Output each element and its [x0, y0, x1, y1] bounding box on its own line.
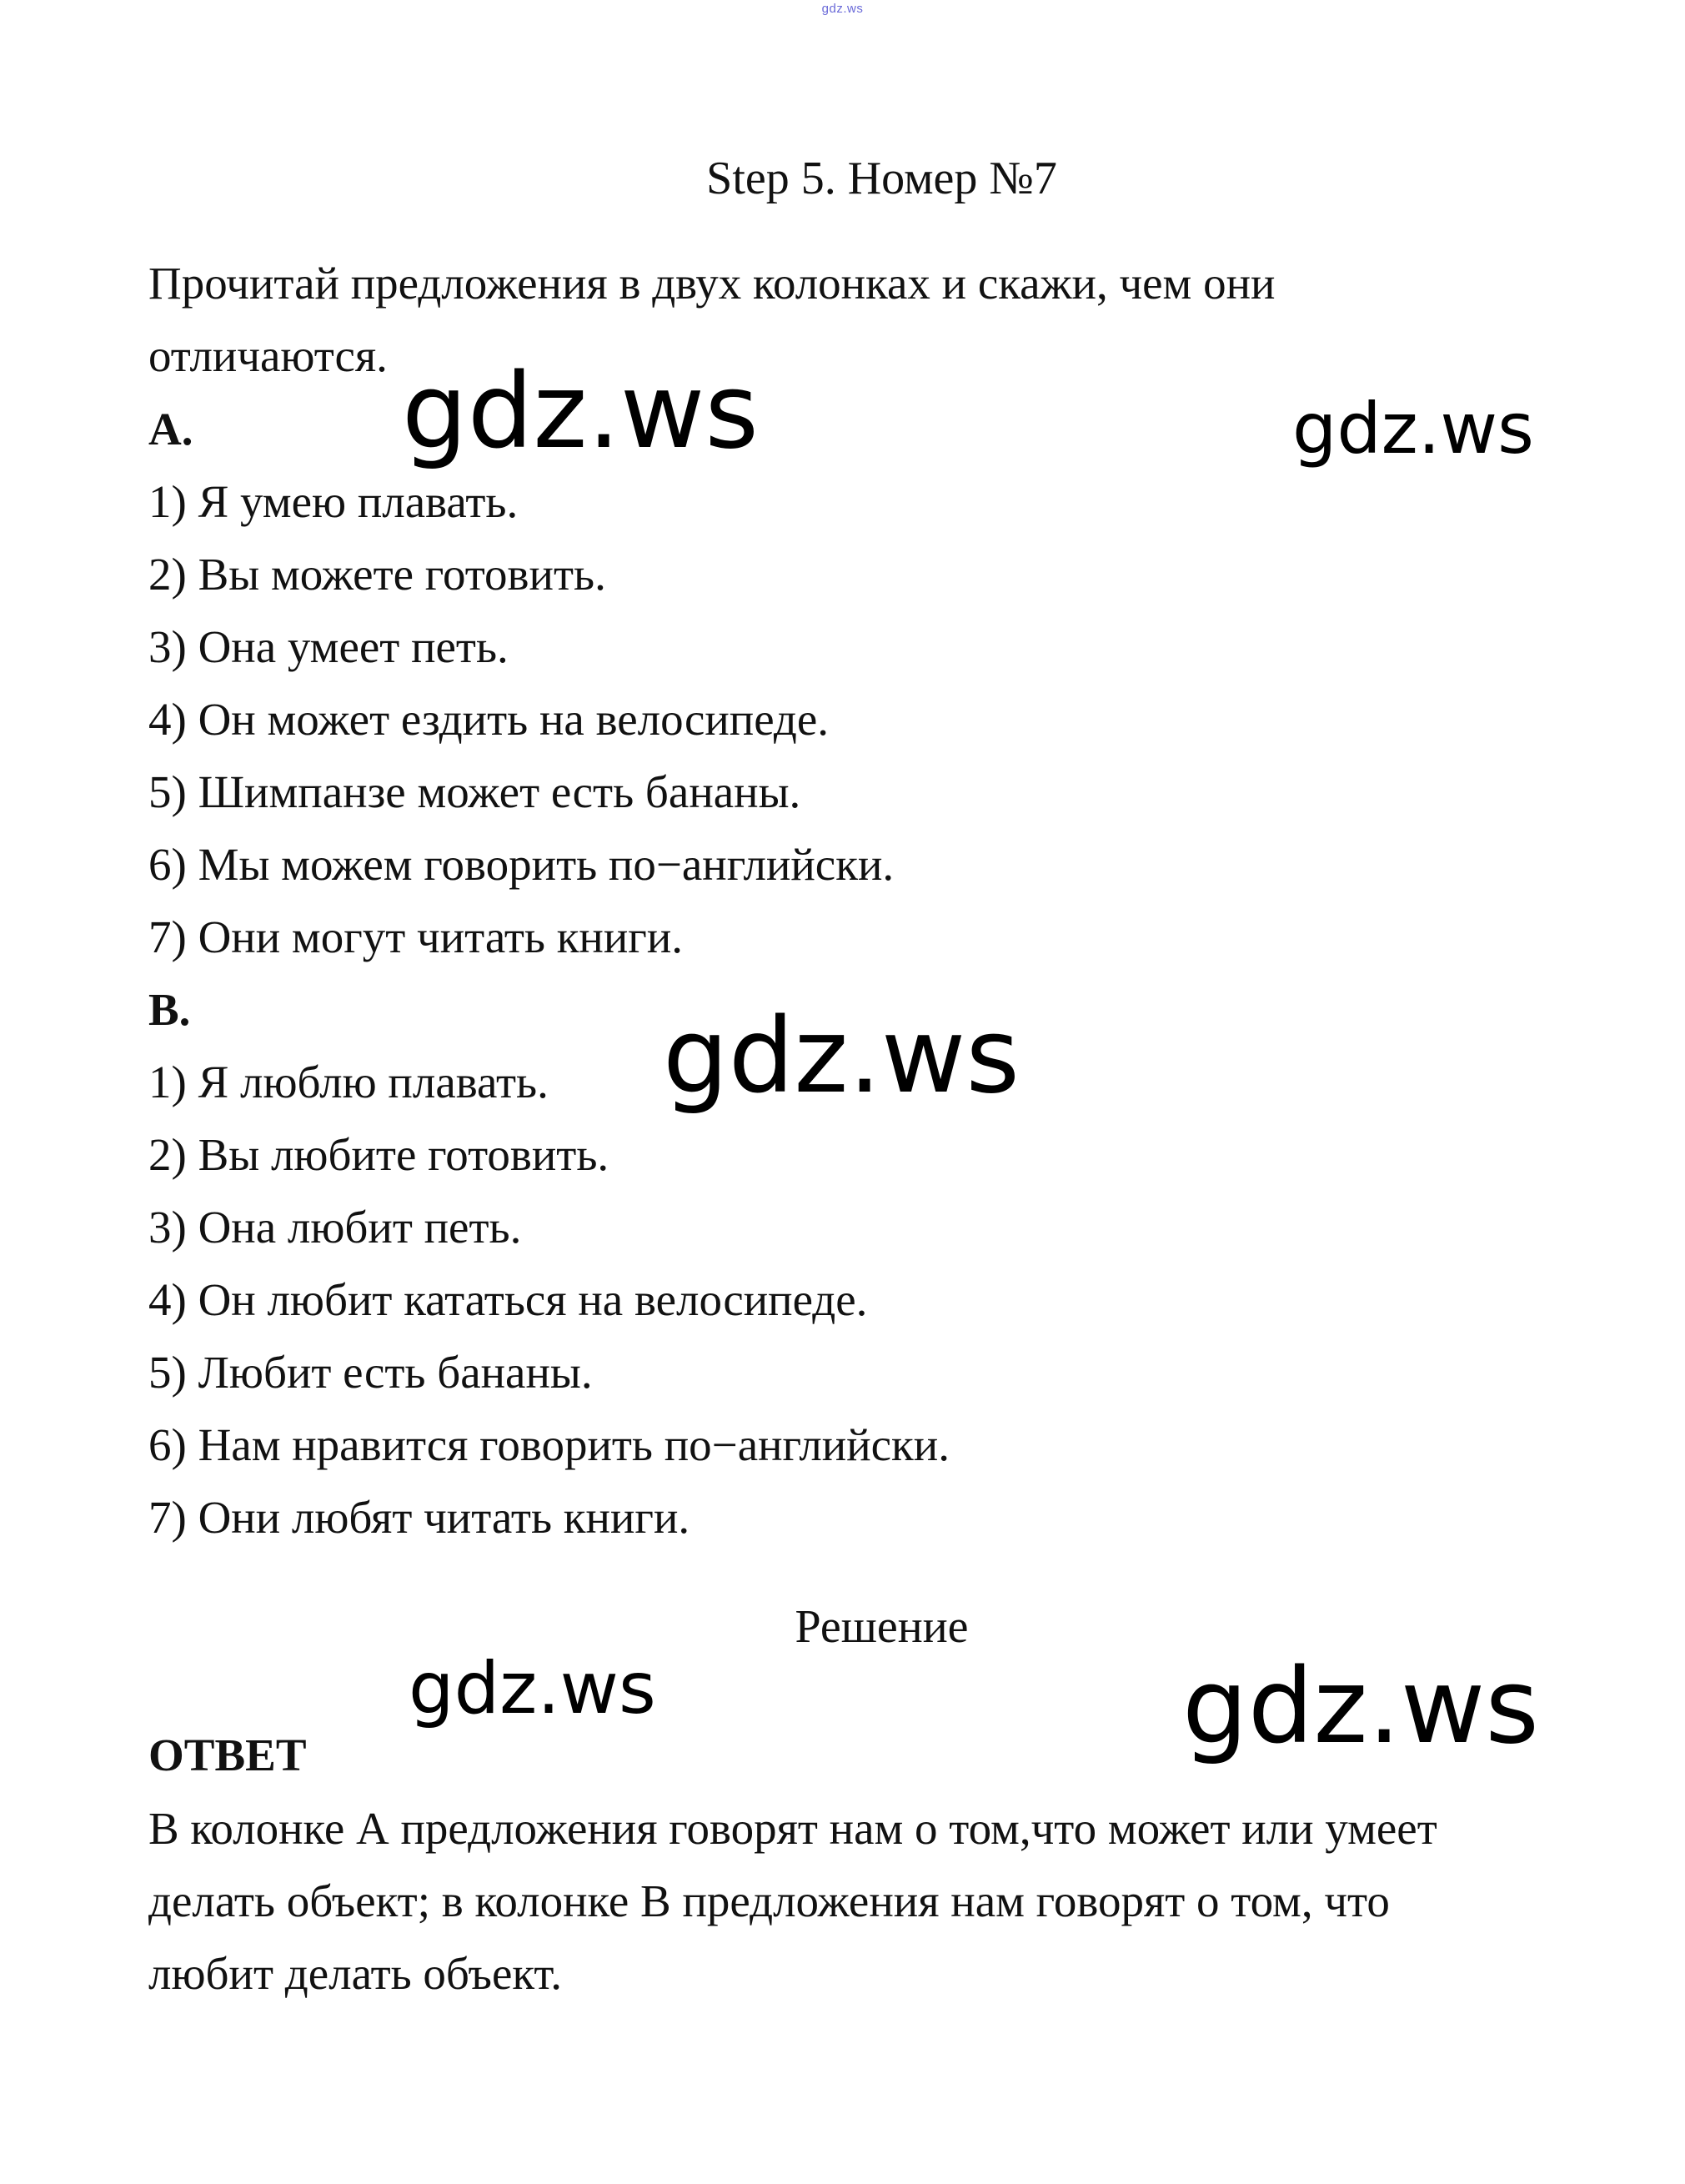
column-b-item-2: 2) Вы любите готовить.	[148, 1129, 609, 1180]
watermark: gdz.ws	[1182, 1647, 1539, 1767]
task-text-line-1: Прочитай предложения в двух колонках и скажи, чем они	[148, 258, 1276, 309]
column-b-label: В.	[148, 984, 191, 1035]
page-title: Step 5. Номер №7	[706, 153, 1057, 204]
column-b-item-3: 3) Она любит петь.	[148, 1202, 522, 1253]
header-watermark: gdz.ws	[821, 2, 864, 16]
column-a-item-6: 6) Мы можем говорить по−английски.	[148, 839, 895, 890]
column-a-label: А.	[148, 404, 193, 454]
watermark: gdz.ws	[663, 997, 1020, 1117]
column-b-item-7: 7) Они любят читать книги.	[148, 1492, 690, 1543]
watermark: gdz.ws	[402, 352, 759, 472]
column-b-item-5: 5) Любит есть бананы.	[148, 1347, 593, 1398]
column-a-item-5: 5) Шимпанзе может есть бананы.	[148, 766, 801, 817]
column-b-item-1: 1) Я люблю плавать.	[148, 1057, 549, 1107]
watermark: gdz.ws	[409, 1647, 656, 1730]
column-b-item-4: 4) Он любит кататься на велосипеде.	[148, 1274, 868, 1325]
column-a-item-2: 2) Вы можете готовить.	[148, 549, 606, 600]
answer-label: ОТВЕТ	[148, 1730, 307, 1780]
column-a-item-4: 4) Он может ездить на велосипеде.	[148, 694, 830, 745]
solution-title: Решение	[795, 1601, 969, 1653]
column-b-item-6: 6) Нам нравится говорить по−английски.	[148, 1419, 950, 1470]
task-text-line-2: отличаются.	[148, 330, 388, 381]
column-a-item-1: 1) Я умею плавать.	[148, 476, 519, 527]
watermark: gdz.ws	[1292, 388, 1534, 469]
column-a-item-7: 7) Они могут читать книги.	[148, 911, 684, 962]
answer-line-1: В колонке А предложения говорят нам о том,что может или умеет	[148, 1803, 1437, 1854]
answer-line-2: делать объект; в колонке В предложения нам говорят о том, что	[148, 1875, 1390, 1926]
column-a-item-3: 3) Она умеет петь.	[148, 621, 509, 672]
answer-line-3: любит делать объект.	[148, 1948, 563, 1999]
